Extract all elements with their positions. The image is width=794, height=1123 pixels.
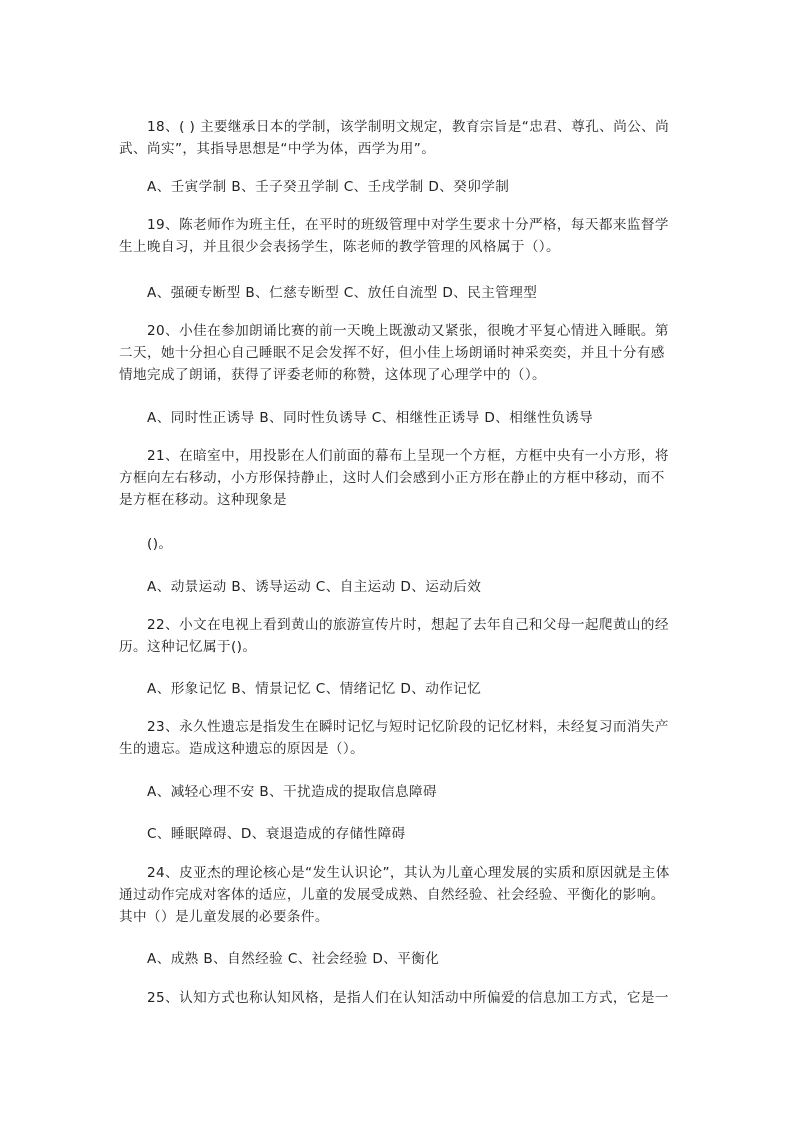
text-line: 22、小文在电视上看到黄山的旅游宣传片时，想起了去年自己和父母一起爬黄山的经 [147,617,669,633]
text-line: A、减轻心理不安 B、干扰造成的提取信息障碍 [147,784,438,800]
text-line: 方框向左右移动，小方形保持静止，这时人们会感到小正方形在静止的方框中移动，而不 [119,469,665,486]
text-line: A、强硬专断型 B、仁慈专断型 C、放任自流型 D、民主管理型 [147,285,538,301]
text-line: A、形象记忆 B、情景记忆 C、情绪记忆 D、动作记忆 [147,681,482,697]
text-line: 武、尚实”，其指导思想是“中学为体，西学为用”。 [119,140,436,157]
text-line: A、同时性正诱导 B、同时性负诱导 C、相继性正诱导 D、相继性负诱导 [147,410,594,426]
text-line: ()。 [147,536,173,552]
text-line: 23、永久性遗忘是指发生在瞬时记忆与短时记忆阶段的记忆材料，未经复习而消失产 [147,719,669,735]
question-paragraph [119,117,679,161]
answer-options [119,949,679,971]
text-line: 历。这种记忆属于()。 [119,638,257,655]
answer-options [119,177,679,199]
question-paragraph [119,215,679,259]
question-paragraph [119,717,679,761]
answer-options [119,782,679,804]
text-line: 20、小佳在参加朗诵比赛的前一天晚上既激动又紧张，很晚才平复心情进入睡眠。第 [147,323,669,339]
text-line: 18、( ) 主要继承日本的学制，该学制明文规定，教育宗旨是“忠君、尊孔、尚公、尚 [147,119,670,135]
text-line: 生的遗忘。造成这种遗忘的原因是（）。 [119,740,365,757]
text-line: 25、认知方式也称认知风格，是指人们在认知活动中所偏爱的信息加工方式，它是一 [147,990,669,1006]
question-paragraph [119,988,679,1010]
text-line: 通过动作完成对客体的适应，儿童的发展受成熟、自然经验、社会经验、平衡化的影响。 [119,886,665,903]
text-line: 生上晚自习，并且很少会表扬学生，陈老师的教学管理的风格属于（）。 [119,238,560,255]
answer-options [119,679,679,701]
text-line: 其中（）是儿童发展的必要条件。 [119,908,329,925]
text-line: 是方框在移动。这种现象是 [119,491,287,508]
text-line: 情地完成了朗诵，获得了评委老师的称赞，这体现了心理学中的（）。 [119,366,547,383]
question-paragraph [119,615,679,659]
text-line: A、成熟 B、自然经验 C、社会经验 D、平衡化 [147,951,440,967]
question-paragraph [119,863,679,928]
text-line: 21、在暗室中，用投影在人们前面的幕布上呈现一个方框，方框中央有一小方形，将 [147,448,669,464]
text-line: A、壬寅学制 B、壬子癸丑学制 C、壬戌学制 D、癸卯学制 [147,179,510,195]
question-paragraph [119,321,679,386]
text-line: 二天，她十分担心自己睡眠不足会发挥不好，但小佳上场朗诵时神采奕奕，并且十分有感 [119,344,665,361]
text-line: 19、陈老师作为班主任，在平时的班级管理中对学生要求十分严格，每天都来监督学 [147,217,669,233]
answer-options [119,824,679,846]
text-line: C、睡眠障碍、D、衰退造成的存储性障碍 [147,826,406,842]
answer-options [119,408,679,430]
text-line: A、动景运动 B、诱导运动 C、自主运动 D、运动后效 [147,579,482,595]
answer-options [119,283,679,305]
question-paragraph [119,534,679,556]
answer-options [119,577,679,599]
question-paragraph [119,446,679,511]
text-line: 24、皮亚杰的理论核心是“发生认识论”，其认为儿童心理发展的实质和原因就是主体 [147,865,670,881]
